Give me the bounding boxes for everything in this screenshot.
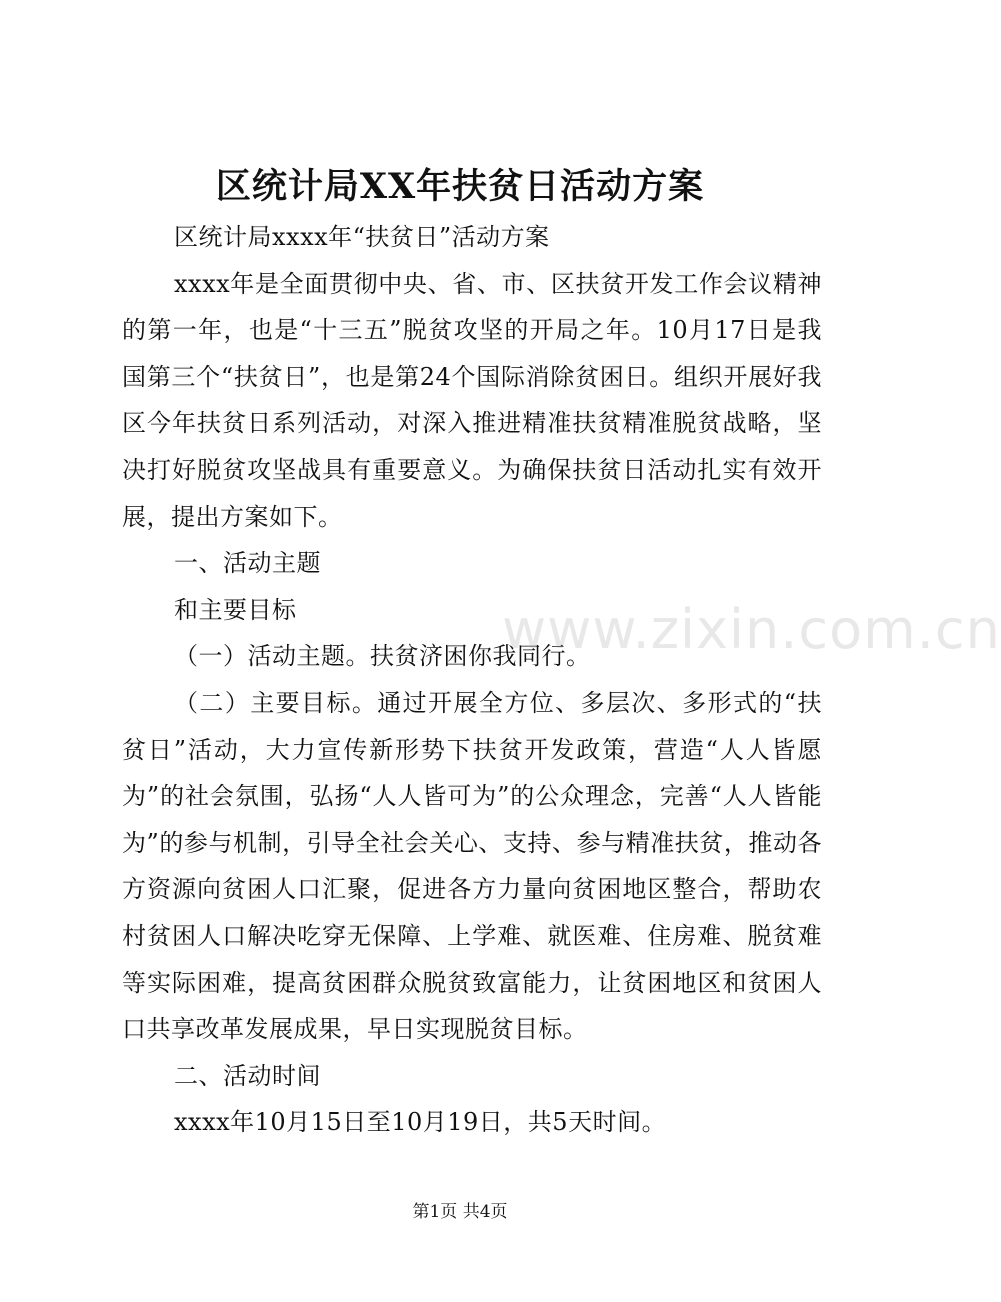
activity-time-paragraph: xxxx年10月15日至10月19日，共5天时间。 bbox=[174, 1108, 667, 1137]
section-heading-1-cont: 和主要目标 bbox=[174, 595, 297, 624]
intro-paragraph: xxxx年是全面贯彻中央、省、市、区扶贫开发工作会议精神的第一年，也是“十三五”脱贫攻坚的开局之年。10月17日是我国第三个“扶贫日”，也是第24个国际消除贫困日。组织开展好我区今年扶贫日系列活动，对深入推进精准扶贫精准脱贫战略，坚决打好脱贫攻坚战具有重要意义。为确保扶贫日活动扎实有效开展，提出方案如下。 bbox=[122, 269, 822, 531]
subtitle-paragraph: 区统计局xxxx年“扶贫日”活动方案 bbox=[174, 223, 550, 251]
activity-theme-paragraph: （一）活动主题。扶贫济困你我同行。 bbox=[174, 642, 591, 671]
watermark: www.zixin.com.cn bbox=[502, 598, 1001, 661]
document-body bbox=[122, 214, 822, 1146]
document-title: 区统计局XX年扶贫日活动方案 bbox=[215, 166, 705, 207]
page-footer: 第1页 共4页 bbox=[412, 1202, 508, 1222]
section-heading-1: 一、活动主题 bbox=[174, 549, 321, 578]
section-heading-2: 二、活动时间 bbox=[174, 1061, 321, 1090]
main-goals-paragraph: （二）主要目标。通过开展全方位、多层次、多形式的“扶贫日”活动，大力宣传新形势下扶贫开发政策，营造“人人皆愿为”的社会氛围，弘扬“人人皆可为”的公众理念，完善“人人皆能为”的参与机制，引导全社会关心、支持、参与精准扶贫，推动各方资源向贫困人口汇聚，促进各方力量向贫困地区整合，帮助农村贫困人口解决吃穿无保障、上学难、就医难、住房难、脱贫难等实际困难，提高贫困群众脱贫致富能力，让贫困地区和贫困人口共享改革发展成果，早日实现脱贫目标。 bbox=[122, 688, 822, 1044]
